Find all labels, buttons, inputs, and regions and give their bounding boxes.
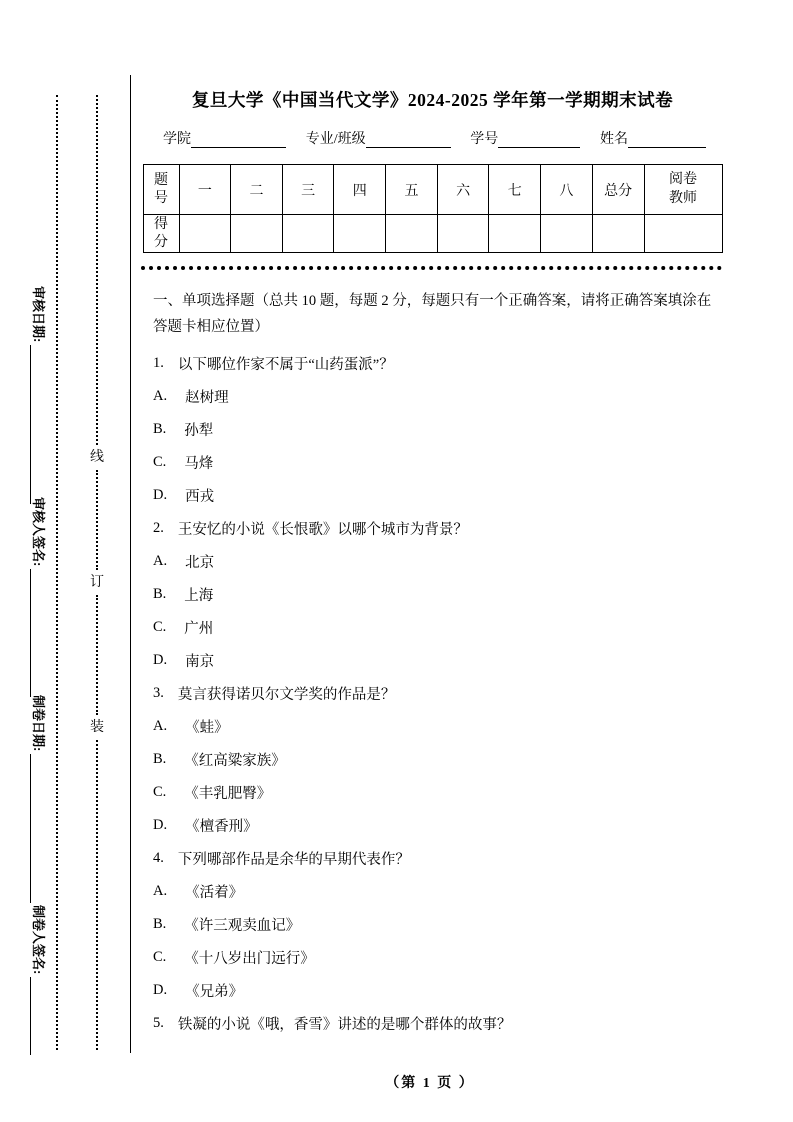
question-2-option-c (153, 611, 712, 644)
column-header-1: 一 (179, 165, 231, 215)
column-header-6: 六 (437, 165, 489, 215)
option-key: C. (153, 454, 167, 471)
section-one-heading: 一、单项选择题（总共 10 题，每题 2 分，每题只有一个正确答案，请将正确答案填涂在答题卡相应位置） (153, 293, 712, 336)
score-cell-8 (541, 215, 593, 253)
grader-score-cell (644, 215, 722, 253)
grader-header-cell (644, 165, 722, 215)
binding-char-bind: 装 (90, 720, 104, 736)
option-label: 《蛙》 (185, 720, 229, 737)
exam-title: 复旦大学《中国当代文学》2024-2025 学年第一学期期末试卷 (191, 90, 674, 110)
question-1-number: 1. (153, 355, 164, 372)
question-list (153, 347, 712, 1040)
question-2-option-d (153, 644, 712, 677)
question-1-option-d (153, 479, 712, 512)
score-header: 得分 (153, 217, 168, 250)
question-1-option-a (153, 380, 712, 413)
student-id-label: 学号 (470, 132, 499, 147)
score-cell-2 (231, 215, 283, 253)
binding-dotted-segment (96, 740, 98, 1050)
option-label: 孙犁 (184, 423, 214, 440)
score-cell-7 (489, 215, 541, 253)
option-key: A. (153, 388, 168, 405)
major-class-blank (366, 133, 451, 148)
question-1-text: 以下哪位作家不属于“山药蛋派”？ (177, 357, 394, 374)
option-key: B. (153, 751, 167, 768)
paper-date-line (30, 754, 33, 903)
option-key: D. (153, 982, 168, 999)
college-label: 学院 (163, 132, 191, 147)
option-label: 上海 (184, 588, 214, 605)
binding-dotted-line (56, 95, 58, 1050)
column-header-3: 三 (282, 165, 334, 215)
reviewer-signature-line (30, 569, 33, 697)
option-label: 《红高粱家族》 (184, 753, 286, 770)
question-number-header: 题号 (153, 173, 168, 206)
review-date-line (30, 345, 33, 504)
option-label: 广州 (184, 621, 214, 638)
margin-label-paper-date: 制卷日期: (31, 695, 47, 752)
option-key: D. (153, 652, 168, 669)
name-blank (628, 133, 706, 148)
question-3-option-d (153, 809, 712, 842)
student-id-field (470, 128, 580, 148)
student-info-row (163, 128, 706, 148)
question-1-option-b (153, 413, 712, 446)
column-header-5: 五 (386, 165, 438, 215)
grader-header: 阅卷教师 (669, 171, 697, 206)
score-cell-6 (437, 215, 489, 253)
college-field (163, 128, 286, 148)
binding-dotted-segment (96, 595, 98, 715)
margin-label-review-date: 审核日期: (31, 286, 47, 343)
question-5-number: 5. (153, 1015, 164, 1032)
score-cell-1 (179, 215, 231, 253)
option-label: 北京 (185, 555, 215, 572)
option-label: 《活着》 (185, 885, 244, 902)
question-3-option-c (153, 776, 712, 809)
option-label: 《兄弟》 (185, 984, 244, 1001)
option-key: D. (153, 817, 168, 834)
option-key: D. (153, 487, 168, 504)
question-number-header-cell (143, 165, 179, 215)
column-header-7: 七 (489, 165, 541, 215)
margin-field-review-date (30, 286, 50, 504)
option-label: 《十八岁出门远行》 (184, 951, 315, 968)
question-3-option-a (153, 710, 712, 743)
option-label: 西戎 (185, 489, 215, 506)
question-4-option-b (153, 908, 712, 941)
binding-dotted-segment (96, 95, 98, 445)
question-2-text: 王安忆的小说《长恨歌》以哪个城市为背景？ (177, 522, 468, 539)
page-footer: （第 1 页 ） (385, 1076, 475, 1091)
question-3-option-b (153, 743, 712, 776)
margin-field-reviewer-signature (30, 497, 50, 697)
column-header-total: 总分 (592, 165, 644, 215)
option-label: 《檀香刑》 (185, 819, 258, 836)
option-key: A. (153, 553, 168, 570)
column-header-2: 二 (231, 165, 283, 215)
question-4-option-d (153, 974, 712, 1007)
binding-char-staple: 订 (90, 574, 104, 590)
option-label: 《丰乳肥臀》 (184, 786, 272, 803)
option-key: B. (153, 421, 167, 438)
question-1-option-c (153, 446, 712, 479)
question-4-option-c (153, 941, 712, 974)
student-id-blank (498, 133, 580, 148)
option-key: C. (153, 619, 167, 636)
score-header-cell (143, 215, 179, 253)
score-cell-4 (334, 215, 386, 253)
option-key: B. (153, 586, 167, 603)
score-cell-total (592, 215, 644, 253)
question-1 (153, 347, 712, 380)
option-label: 马烽 (184, 456, 214, 473)
question-4-text: 下列哪部作品是余华的早期代表作？ (177, 852, 410, 869)
question-2-number: 2. (153, 520, 164, 537)
score-table (143, 164, 723, 253)
name-label: 姓名 (600, 132, 628, 147)
exam-content (130, 75, 730, 1053)
paper-maker-signature-line (30, 977, 33, 1055)
name-field (600, 128, 706, 148)
column-header-8: 八 (541, 165, 593, 215)
score-table-score-row (143, 215, 722, 253)
question-3-text: 莫言获得诺贝尔文学奖的作品是？ (177, 687, 396, 704)
question-3 (153, 677, 712, 710)
question-4-number: 4. (153, 850, 164, 867)
major-class-label: 专业/班级 (305, 132, 366, 147)
question-4 (153, 842, 712, 875)
option-label: 赵树理 (185, 390, 229, 407)
option-label: 南京 (185, 654, 215, 671)
major-class-field (306, 128, 451, 148)
binding-dotted-segment (96, 470, 98, 570)
question-5 (153, 1007, 712, 1040)
question-4-option-a (153, 875, 712, 908)
question-3-number: 3. (153, 685, 164, 702)
question-5-text: 铁凝的小说《哦，香雪》讲述的是哪个群体的故事？ (177, 1017, 512, 1034)
column-header-4: 四 (334, 165, 386, 215)
margin-field-paper-maker-signature (30, 905, 50, 1055)
margin-field-paper-date (30, 695, 50, 903)
binding-line-column (89, 95, 105, 1050)
question-2-option-a (153, 545, 712, 578)
question-2 (153, 512, 712, 545)
margin-label-paper-maker-signature: 制卷人签名: (31, 905, 47, 975)
option-key: C. (153, 949, 167, 966)
score-cell-3 (282, 215, 334, 253)
dotted-separator (141, 266, 722, 270)
score-cell-5 (386, 215, 438, 253)
option-key: B. (153, 916, 167, 933)
margin-label-reviewer-signature: 审核人签名: (31, 497, 47, 567)
option-key: C. (153, 784, 167, 801)
score-table-header-row (143, 165, 722, 215)
question-2-option-b (153, 578, 712, 611)
option-key: A. (153, 883, 168, 900)
binding-char-line: 线 (90, 449, 104, 465)
option-key: A. (153, 718, 168, 735)
college-blank (191, 133, 286, 148)
option-label: 《许三观卖血记》 (184, 918, 301, 935)
